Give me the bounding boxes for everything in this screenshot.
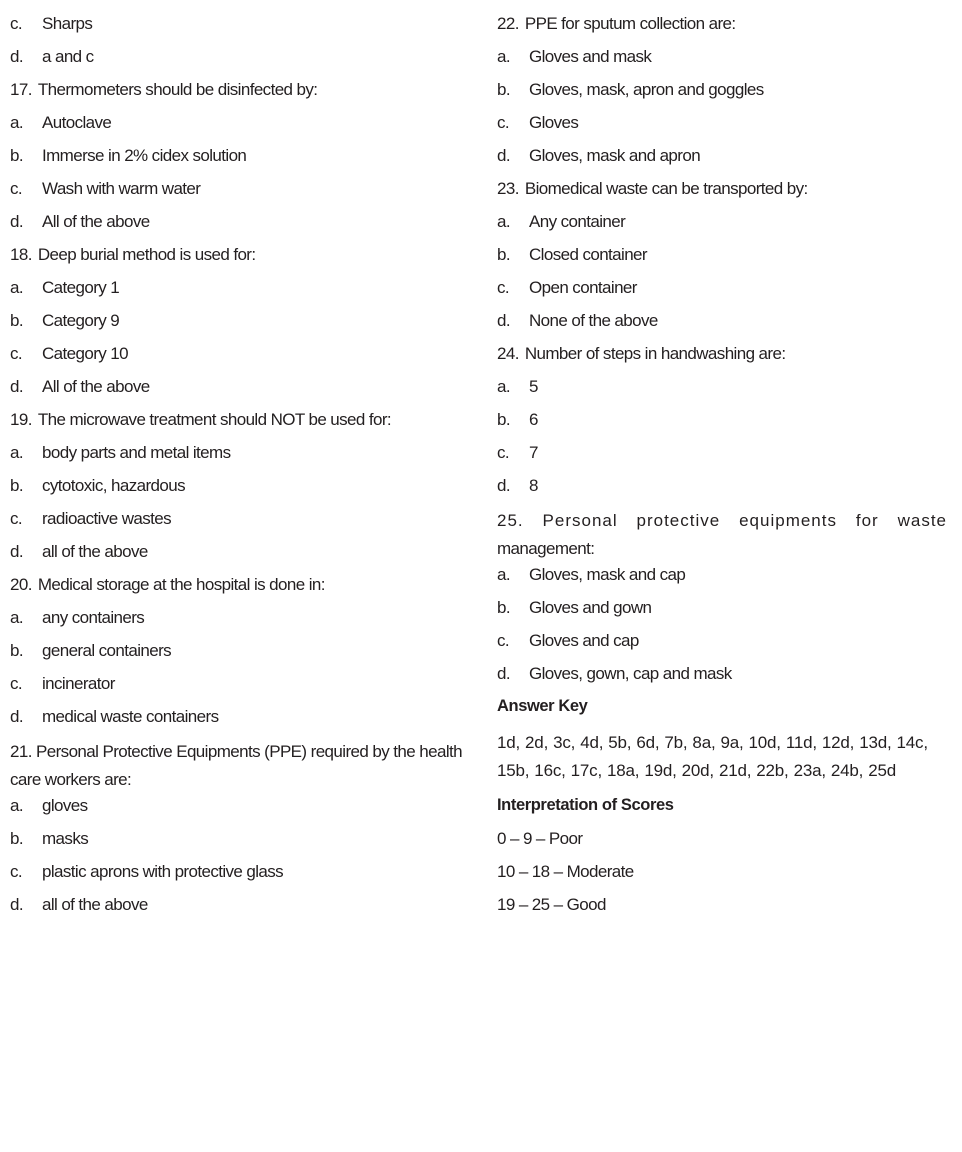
- answer-option: [10, 855, 462, 888]
- option-text: cytotoxic, hazardous: [42, 476, 185, 495]
- option-letter: c.: [10, 674, 23, 693]
- option-letter: b.: [497, 245, 510, 264]
- left-column: [10, 7, 462, 921]
- answer-option: [10, 139, 462, 172]
- answer-option: [10, 304, 462, 337]
- option-letter: b.: [10, 476, 23, 495]
- answer-option: [497, 205, 947, 238]
- option-text: None of the above: [529, 311, 658, 330]
- option-text: 6: [529, 410, 538, 429]
- option-text: 7: [529, 443, 538, 462]
- question-number: 23.: [497, 179, 519, 198]
- question-number: 17.: [10, 80, 32, 99]
- option-text: Immerse in 2% cidex solution: [42, 146, 247, 165]
- interpretation-heading: Interpretation of Scores: [497, 796, 674, 814]
- question-number: 22.: [497, 14, 519, 33]
- option-text: Category 10: [42, 344, 129, 363]
- option-letter: a.: [497, 565, 510, 584]
- question-text: Personal Protective Equipments (PPE) required by the: [36, 742, 416, 761]
- score-range-moderate: 10 – 18 – Moderate: [497, 862, 634, 881]
- option-text: 5: [529, 377, 538, 396]
- option-letter: c.: [497, 631, 510, 650]
- option-text: any containers: [42, 608, 145, 627]
- question-text-continued: health care workers are:: [10, 742, 463, 789]
- question-text: Thermometers should be disinfected by:: [37, 80, 318, 99]
- option-letter: d.: [10, 707, 23, 726]
- option-letter: c.: [497, 443, 510, 462]
- option-letter: a.: [497, 47, 510, 66]
- option-text: Gloves and cap: [529, 631, 639, 650]
- option-text: All of the above: [42, 212, 150, 231]
- answer-option: [10, 469, 462, 502]
- option-letter: b.: [10, 146, 23, 165]
- option-letter: c.: [10, 862, 23, 881]
- option-letter: d.: [10, 377, 23, 396]
- option-text: All of the above: [42, 377, 150, 396]
- option-letter: c.: [497, 113, 510, 132]
- option-letter: a.: [497, 212, 510, 231]
- answer-option: [10, 822, 462, 855]
- option-text: Gloves and mask: [529, 47, 652, 66]
- option-letter: d.: [10, 212, 23, 231]
- answer-option: [10, 106, 462, 139]
- answer-key-text: [497, 723, 947, 789]
- option-text: Wash with warm water: [42, 179, 201, 198]
- answer-option: [497, 403, 947, 436]
- answer-key-line: 1d, 2d, 3c, 4d, 5b, 6d, 7b, 8a, 9a, 10d, 11d, 12d, 13d, 14c,: [497, 733, 928, 752]
- answer-option: [10, 40, 462, 73]
- option-text: all of the above: [42, 895, 148, 914]
- option-letter: b.: [497, 410, 510, 429]
- option-text: all of the above: [42, 542, 148, 561]
- question-text: The microwave treatment should NOT be used for:: [37, 410, 392, 429]
- option-letter: b.: [10, 641, 23, 660]
- option-letter: a.: [10, 113, 23, 132]
- answer-option: [497, 304, 947, 337]
- answer-option: [497, 591, 947, 624]
- option-letter: d.: [10, 47, 23, 66]
- question-text: Biomedical waste can be transported by:: [524, 179, 808, 198]
- question: [497, 7, 947, 40]
- question-number: 24.: [497, 344, 519, 363]
- option-letter: c.: [10, 344, 23, 363]
- answer-option: [497, 657, 947, 690]
- answer-option: [10, 634, 462, 667]
- option-letter: c.: [10, 179, 23, 198]
- answer-option: [497, 73, 947, 106]
- option-letter: c.: [10, 509, 23, 528]
- option-text: Autoclave: [42, 113, 112, 132]
- option-text: Open container: [529, 278, 637, 297]
- option-letter: c.: [497, 278, 510, 297]
- answer-option: [10, 502, 462, 535]
- question-number: 19.: [10, 410, 32, 429]
- question-text: Personal protective equipments for waste: [542, 511, 947, 530]
- answer-option: [10, 789, 462, 822]
- option-letter: d.: [10, 542, 23, 561]
- option-letter: b.: [497, 598, 510, 617]
- option-text: Gloves, mask and cap: [529, 565, 686, 584]
- question: [10, 403, 462, 436]
- question: [10, 238, 462, 271]
- answer-option: [10, 370, 462, 403]
- option-letter: a.: [10, 278, 23, 297]
- answer-option: [10, 205, 462, 238]
- option-letter: d.: [497, 311, 510, 330]
- question-number: 25.: [497, 511, 524, 530]
- question: [10, 73, 462, 106]
- option-text: plastic aprons with protective glass: [42, 862, 284, 881]
- question: [497, 172, 947, 205]
- answer-option: [497, 624, 947, 657]
- answer-option: [10, 271, 462, 304]
- answer-option: [497, 106, 947, 139]
- option-text: body parts and metal items: [42, 443, 231, 462]
- option-text: Category 1: [42, 278, 120, 297]
- question-text: PPE for sputum collection are:: [524, 14, 736, 33]
- option-letter: d.: [497, 664, 510, 683]
- question-number: 21.: [10, 742, 32, 761]
- answer-option: [497, 238, 947, 271]
- question-number: 18.: [10, 245, 32, 264]
- question-text: Number of steps in handwashing are:: [524, 344, 786, 363]
- option-text: incinerator: [42, 674, 115, 693]
- question-number: 20.: [10, 575, 32, 594]
- question-text: Deep burial method is used for:: [37, 245, 256, 264]
- answer-key-line: 15b, 16c, 17c, 18a, 19d, 20d, 21d, 22b, 23a, 24b, 25d: [497, 761, 896, 780]
- answer-option: [10, 888, 462, 921]
- option-text: a and c: [42, 47, 94, 66]
- option-letter: d.: [497, 146, 510, 165]
- answer-option: [497, 40, 947, 73]
- option-text: Gloves, mask and apron: [529, 146, 701, 165]
- option-text: Gloves, mask, apron and goggles: [529, 80, 764, 99]
- option-letter: d.: [10, 895, 23, 914]
- option-text: Gloves, gown, cap and mask: [529, 664, 732, 683]
- question: [497, 502, 947, 558]
- option-text: Category 9: [42, 311, 120, 330]
- answer-option: [497, 271, 947, 304]
- question: [10, 733, 462, 789]
- option-letter: b.: [10, 829, 23, 848]
- option-letter: a.: [10, 608, 23, 627]
- option-text: Gloves and gown: [529, 598, 652, 617]
- option-text: masks: [42, 829, 89, 848]
- answer-option: [497, 558, 947, 591]
- option-letter: a.: [10, 443, 23, 462]
- answer-option: [10, 667, 462, 700]
- question-text: Medical storage at the hospital is done in:: [37, 575, 325, 594]
- option-text: radioactive wastes: [42, 509, 172, 528]
- score-range-good: 19 – 25 – Good: [497, 895, 606, 914]
- option-text: gloves: [42, 796, 88, 815]
- question-text-continued: management:: [497, 539, 595, 558]
- question: [10, 568, 462, 601]
- option-letter: a.: [10, 796, 23, 815]
- option-letter: b.: [10, 311, 23, 330]
- answer-option: [10, 700, 462, 733]
- answer-option: [497, 436, 947, 469]
- option-letter: d.: [497, 476, 510, 495]
- answer-option: [10, 7, 462, 40]
- option-text: medical waste containers: [42, 707, 219, 726]
- answer-option: [10, 337, 462, 370]
- question: [497, 337, 947, 370]
- score-range-poor: 0 – 9 – Poor: [497, 829, 583, 848]
- answer-option: [10, 601, 462, 634]
- answer-option: [10, 172, 462, 205]
- right-question-list: [497, 7, 947, 690]
- answer-option: [10, 535, 462, 568]
- option-text: 8: [529, 476, 538, 495]
- option-text: general containers: [42, 641, 172, 660]
- answer-option: [10, 436, 462, 469]
- option-letter: a.: [497, 377, 510, 396]
- option-letter: b.: [497, 80, 510, 99]
- answer-option: [497, 370, 947, 403]
- right-column: [497, 7, 947, 921]
- answer-option: [497, 469, 947, 502]
- answer-option: [497, 139, 947, 172]
- option-text: Any container: [529, 212, 626, 231]
- option-letter: c.: [10, 14, 23, 33]
- answer-key-heading: Answer Key: [497, 697, 588, 715]
- option-text: Gloves: [529, 113, 579, 132]
- option-text: Sharps: [42, 14, 93, 33]
- option-text: Closed container: [529, 245, 647, 264]
